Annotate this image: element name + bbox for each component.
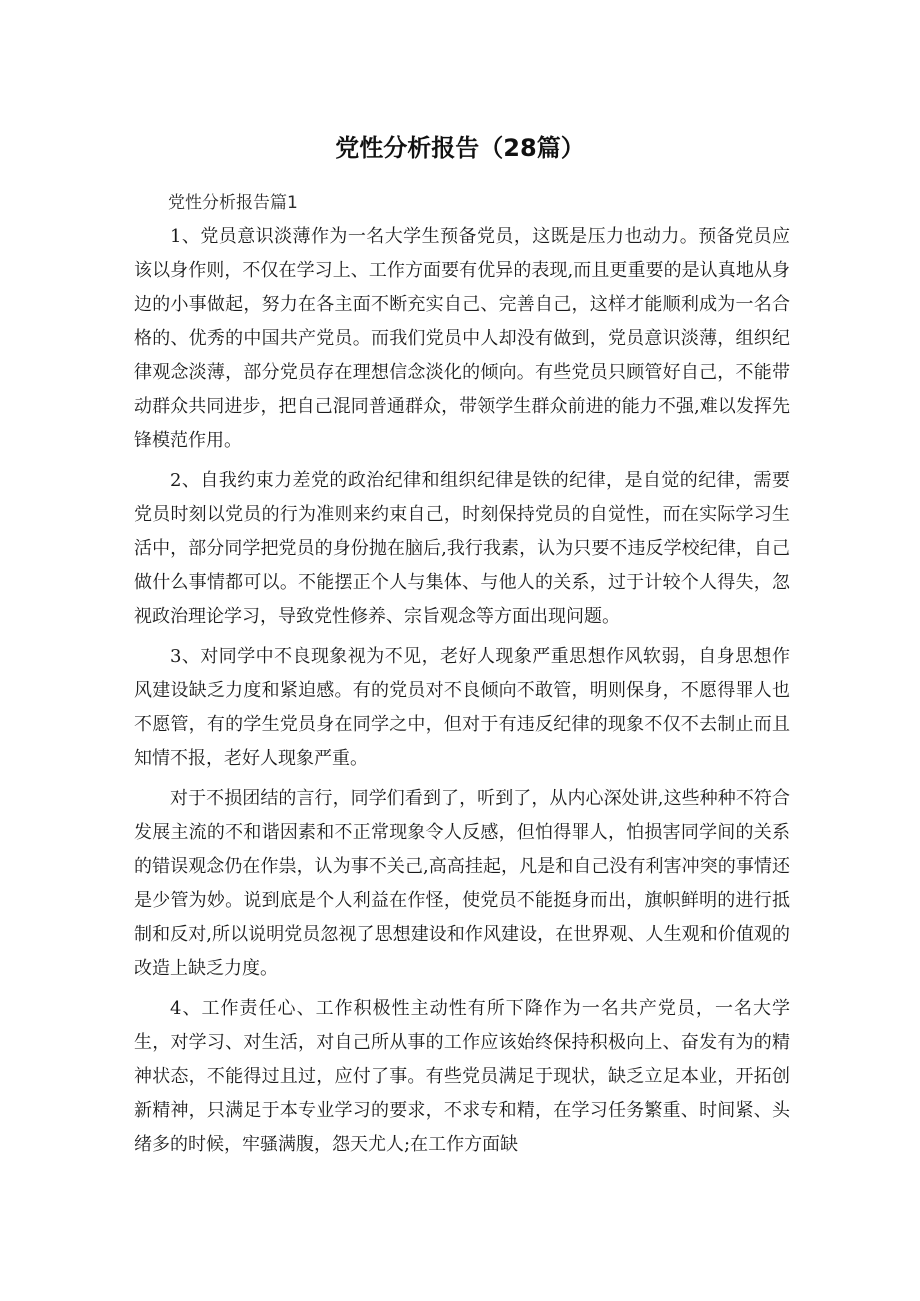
paragraph-3: 3、对同学中不良现象视为不见，老好人现象严重思想作风软弱，自身思想作风建设缺乏力度和紧迫感。有的党员对不良倾向不敢管，明则保身，不愿得罪人也不愿管，有的学生党员身在同学之中，但对于有违反纪律的现象不仅不去制止而且知情不报，老好人现象严重。 bbox=[134, 646, 790, 769]
paragraph-1: 1、党员意识淡薄作为一名大学生预备党员，这既是压力也动力。预备党员应该以身作则，不仅在学习上、工作方面要有优异的表现,而且更重要的是认真地从身边的小事做起，努力在各主面不断充实自己、完善自己，这样才能顺利成为一名合格的、优秀的中国共产党员。而我们党员中人却没有做到，党员意识淡薄，组织纪律观念淡薄，部分党员存在理想信念淡化的倾向。有些党员只顾管好自己，不能带动群众共同进步，把自己混同普通群众，带领学生群众前进的能力不强,难以发挥先锋模范作用。 bbox=[134, 226, 790, 451]
paragraph-2: 2、自我约束力差党的政治纪律和组织纪律是铁的纪律，是自觉的纪律，需要党员时刻以党员的行为准则来约束自己，时刻保持党员的自觉性，而在实际学习生活中，部分同学把党员的身份抛在脑后,我行我素，认为只要不违反学校纪律，自己做什么事情都可以。不能摆正个人与集体、与他人的关系，过于计较个人得失，忽视政治理论学习，导致党性修养、宗旨观念等方面出现问题。 bbox=[134, 470, 790, 627]
paragraph-5: 4、工作责任心、工作积极性主动性有所下降作为一名共产党员，一名大学生，对学习、对生活，对自己所从事的工作应该始终保持积极向上、奋发有为的精神状态，不能得过且过，应付了事。有些党员满足于现状，缺乏立足本业，开拓创新精神，只满足于本专业学习的要求，不求专和精，在学习任务繁重、时间紧、头绪多的时候，牢骚满腹，怨天尤人;在工作方面缺 bbox=[134, 998, 790, 1155]
document-title: 党性分析报告（28篇） bbox=[335, 134, 585, 163]
section-heading: 党性分析报告篇1 bbox=[168, 193, 298, 213]
paragraph-4: 对于不损团结的言行，同学们看到了，听到了，从内心深处讲,这些种种不符合发展主流的不和谐因素和不正常现象令人反感，但怕得罪人，怕损害同学间的关系的错误观念仍在作祟，认为事不关己,高高挂起，凡是和自己没有利害冲突的事情还是少管为妙。说到底是个人利益在作怪，使党员不能挺身而出，旗帜鲜明的进行抵制和反对,所以说明党员忽视了思想建设和作风建设，在世界观、人生观和价值观的改造上缺乏力度。 bbox=[134, 788, 790, 979]
document-body bbox=[134, 186, 790, 1168]
